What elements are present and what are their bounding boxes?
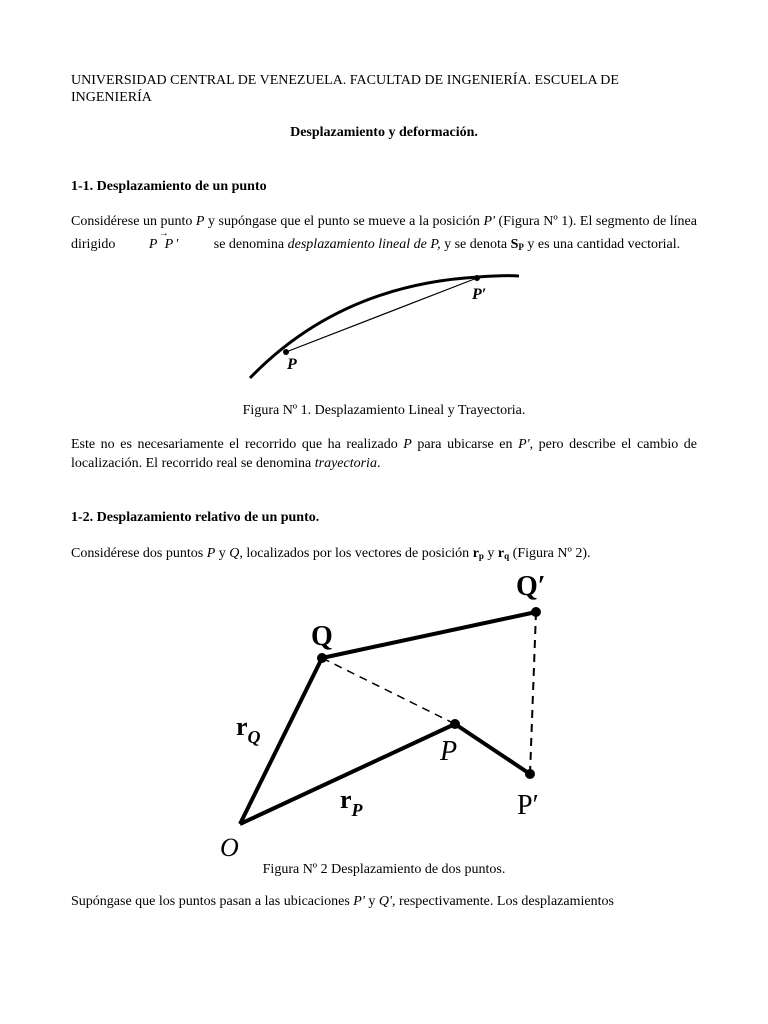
dashed-q-p xyxy=(322,658,455,724)
vector-pp-prime: → P P′ xyxy=(148,228,181,252)
label-r-q: $r_Q$ xyxy=(236,712,261,747)
figure-2-caption: Figura Nº 2 Desplazamiento de dos puntos. xyxy=(262,862,506,877)
segment-p-p-prime xyxy=(455,724,530,774)
header-line-1: UNIVERSIDAD CENTRAL DE VENEZUELA. FACULTAD DE INGENIERÍA. ESCUELA DE xyxy=(71,73,619,88)
label-p: P xyxy=(440,736,458,767)
label-q: Q xyxy=(311,621,333,652)
header-line-2: INGENIERÍA xyxy=(71,90,152,105)
label-r-p: $r_P$ xyxy=(340,785,363,820)
point-q xyxy=(317,653,327,663)
section-1-paragraph-1: Considérese un punto P y supóngase que el punto se mueve a la posición P' (Figura Nº 1). El segmento de línea dirigido → P P′ se denomina desplazamiento lineal de P, y se denota $S_P$ y es una cantidad vectorial. xyxy=(71,210,697,259)
label-o: O xyxy=(220,833,239,862)
point-p xyxy=(450,719,460,729)
label-p: P xyxy=(287,356,297,373)
section-1-paragraph-2: Este no es necesariamente el recorrido que ha realizado P para ubicarse en P', pero describe el cambio de localización. El recorrido real se denomina trayectoria. xyxy=(71,437,697,471)
label-p-prime: P′ xyxy=(472,286,487,303)
figure-1-caption: Figura Nº 1. Desplazamiento Lineal y Trayectoria. xyxy=(242,403,526,418)
label-p-prime: P′ xyxy=(517,790,539,821)
segment-q-q-prime xyxy=(322,612,536,658)
section-2-paragraph-1: Considérese dos puntos P y Q, localizados por los vectores de posición $r_p$ y $r_q$ (Figura Nº 2). xyxy=(71,546,591,561)
point-q-prime xyxy=(531,607,541,617)
point-p-prime xyxy=(525,769,535,779)
section-1-heading: 1-1. Desplazamiento de un punto xyxy=(71,179,267,194)
section-2-heading: 1-2. Desplazamiento relativo de un punto. xyxy=(71,510,320,525)
document-title: Desplazamiento y deformación. xyxy=(290,125,478,140)
label-q-prime: Q′ xyxy=(516,571,546,602)
section-2-paragraph-2: Supóngase que los puntos pasan a las ubicaciones P' y Q', respectivamente. Los desplazamientos xyxy=(71,894,614,909)
dashed-q-prime-p-prime xyxy=(530,612,536,774)
